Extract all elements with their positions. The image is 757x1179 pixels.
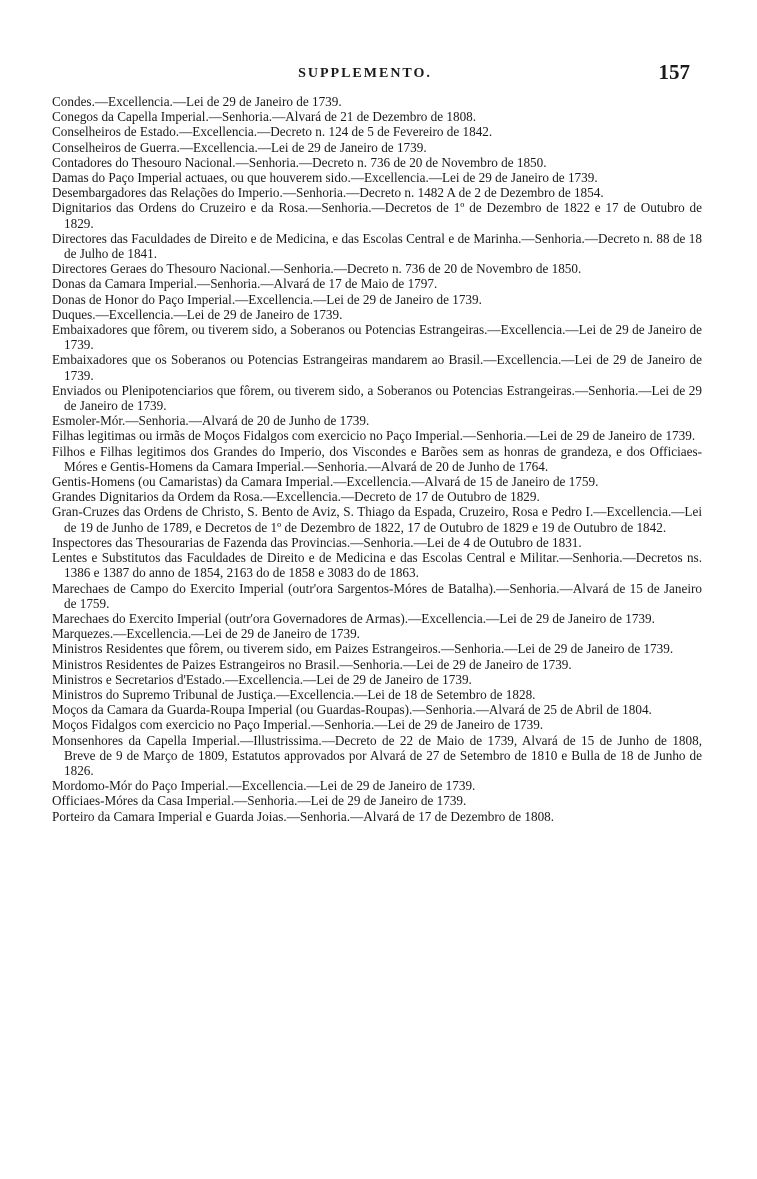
entry: Donas de Honor do Paço Imperial.—Excellencia.—Lei de 29 de Janeiro de 1739. (52, 291, 482, 307)
entry: Filhas legitimas ou irmãs de Moços Fidalgos com exercicio no Paço Imperial.—Senhoria.—Lei de 29 de Janeiro de 1739. (52, 428, 696, 444)
entry: Filhos e Filhas legitimos dos Grandes do Imperio, dos Viscondes e Barões sem as honras de grandeza, e dos Officiaes-Móres e Gentis-Homens da Camara Imperial.—Senhoria.—Alvará de 20 de Junho de 1764. (52, 443, 702, 474)
entry: Enviados ou Plenipotenciarios que fôrem, ou tiverem sido, a Soberanos ou Potencias Estrangeiras.—Senhoria.—Lei de 29 de Janeiro de 1739. (52, 382, 702, 414)
entry: Ministros Residentes de Paizes Estrangeiros no Brasil.—Senhoria.—Lei de 29 de Janeiro de 1739. (52, 656, 572, 672)
entry: Conselheiros de Guerra.—Excellencia.—Lei de 29 de Janeiro de 1739. (52, 139, 427, 155)
entry: Marquezes.—Excellencia.—Lei de 29 de Janeiro de 1739. (52, 626, 360, 642)
entry: Inspectores das Thesourarias de Fazenda das Provincias.—Senhoria.—Lei de 4 de Outubro de 1831. (52, 534, 582, 550)
entry: Lentes e Substitutos das Faculdades de Direito e de Medicina e das Escolas Central e Militar.—Senhoria.—Decretos ns. 1386 e 1387 do anno de 1854, 2163 do de 1858 e 3083 do de 1863. (52, 550, 702, 581)
entry: Directores Geraes do Thesouro Nacional.—Senhoria.—Decreto n. 736 de 20 de Novembro de 1850. (52, 261, 582, 277)
entry: Conselheiros de Estado.—Excellencia.—Decreto n. 124 de 5 de Fevereiro de 1842. (52, 124, 493, 140)
entry: Ministros e Secretarios d'Estado.—Excellencia.—Lei de 29 de Janeiro de 1739. (52, 671, 472, 687)
entry: Directores das Faculdades de Direito e de Medicina, e das Escolas Central e de Marinha.—Senhoria.—Decreto n. 88 de 18 de Julho de 1841. (52, 230, 702, 262)
entry: Marechaes de Campo do Exercito Imperial (outr'ora Sargentos-Móres de Batalha).—Senhoria.—Alvará de 15 de Janeiro de 1759. (52, 580, 702, 611)
entry: Damas do Paço Imperial actuaes, ou que houverem sido.—Excellencia.—Lei de 29 de Janeiro de 1739. (52, 170, 598, 186)
entry: Porteiro da Camara Imperial e Guarda Joias.—Senhoria.—Alvará de 17 de Dezembro de 1808. (52, 808, 555, 824)
entry: Gentis-Homens (ou Camaristas) da Camara Imperial.—Excellencia.—Alvará de 15 de Janeiro de 1759. (52, 474, 599, 490)
entry: Desembargadores das Relações do Imperio.—Senhoria.—Decreto n. 1482 A de 2 de Dezembro de 1854. (52, 185, 604, 201)
entry: Duques.—Excellencia.—Lei de 29 de Janeiro de 1739. (52, 306, 343, 322)
entry: Ministros Residentes que fôrem, ou tiverem sido, em Paizes Estrangeiros.—Senhoria.—Lei de 29 de Janeiro de 1739. (52, 641, 674, 657)
entry: Mordomo-Mór do Paço Imperial.—Excellencia.—Lei de 29 de Janeiro de 1739. (52, 778, 476, 794)
entry: Moços Fidalgos com exercicio no Paço Imperial.—Senhoria.—Lei de 29 de Janeiro de 1739. (52, 717, 544, 733)
entry: Moços da Camara da Guarda-Roupa Imperial (ou Guardas-Roupas).—Senhoria.—Alvará de 25 de Abril de 1804. (52, 702, 652, 718)
page-header (40, 60, 690, 90)
entry: Embaixadores que fôrem, ou tiverem sido, a Soberanos ou Potencias Estrangeiras.—Excellencia.—Lei de 29 de Janeiro de 1739. (52, 322, 702, 353)
entry: Embaixadores que os Soberanos ou Potencias Estrangeiras mandarem ao Brasil.—Excellencia.—Lei de 29 de Janeiro de 1739. (52, 352, 702, 383)
entry: Donas da Camara Imperial.—Senhoria.—Alvará de 17 de Maio de 1797. (52, 276, 438, 292)
entry: Ministros do Supremo Tribunal de Justiça.—Excellencia.—Lei de 18 de Setembro de 1828. (52, 686, 536, 702)
entry: Monsenhores da Capella Imperial.—Illustrissima.—Decreto de 22 de Maio de 1739, Alvará de 15 de Junho de 1808, Breve de 9 de Março de 1809, Estatutos approvados por Alvará de 27 de Setembro de 1810 e Bulla de 18 de Junho de 1826. (52, 732, 702, 778)
page-number: 157 (658, 60, 690, 84)
entry: Gran-Cruzes das Ordens de Christo, S. Bento de Aviz, S. Thiago da Espada, Cruzeiro, Rosa e Pedro I.—Excellencia.—Lei de 19 de Junho de 1789, e Decretos de 1º de Dezembro de 1822, 17 de Outubro de 1829 e 19 de Outubro de 1842. (52, 504, 702, 535)
entry: Contadores do Thesouro Nacional.—Senhoria.—Decreto n. 736 de 20 de Novembro de 1850. (52, 154, 547, 170)
entry: Conegos da Capella Imperial.—Senhoria.—Alvará de 21 de Dezembro de 1808. (52, 109, 477, 125)
entry: Grandes Dignitarios da Ordem da Rosa.—Excellencia.—Decreto de 17 de Outubro de 1829. (52, 489, 540, 505)
entry-list (52, 94, 702, 824)
entry: Marechaes do Exercito Imperial (outr'ora Governadores de Armas).—Excellencia.—Lei de 29 de Janeiro de 1739. (52, 610, 655, 626)
running-title: SUPPLEMENTO. (298, 66, 432, 81)
entry: Officiaes-Móres da Casa Imperial.—Senhoria.—Lei de 29 de Janeiro de 1739. (52, 793, 467, 809)
entry: Condes.—Excellencia.—Lei de 29 de Janeiro de 1739. (52, 94, 342, 109)
entry: Esmoler-Mór.—Senhoria.—Alvará de 20 de Junho de 1739. (52, 413, 370, 429)
entry: Dignitarios das Ordens do Cruzeiro e da Rosa.—Senhoria.—Decretos de 1º de Dezembro de 1822 e 17 de Outubro de 1829. (52, 200, 702, 231)
